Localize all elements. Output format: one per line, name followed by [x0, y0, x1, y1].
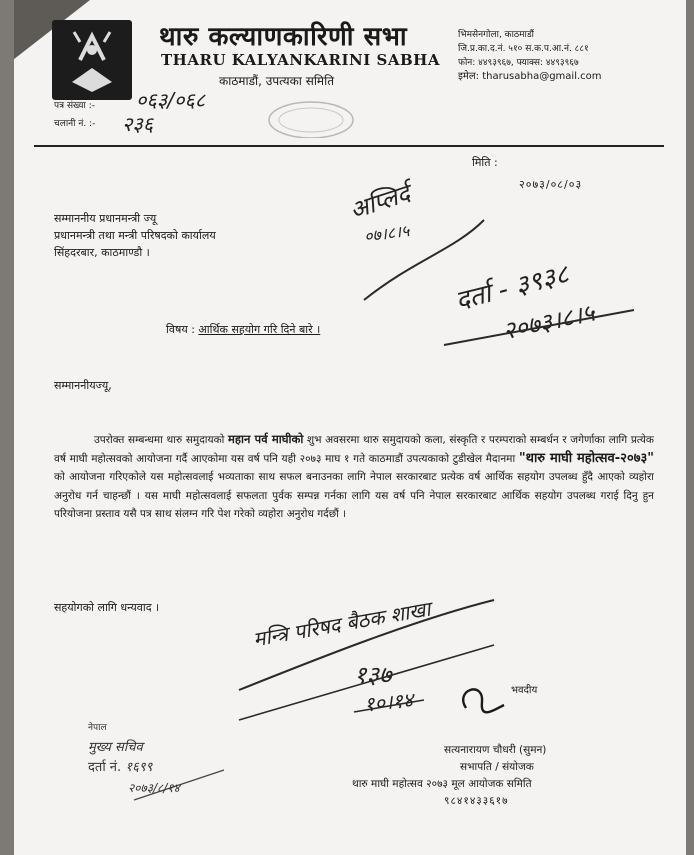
handwritten-dispatch-date: २०७३।८।५ [500, 298, 598, 346]
salutation: सम्माननीयज्यू, [54, 379, 112, 392]
signer-name: सत्यनारायण चौधरी (सुमन) [444, 744, 547, 756]
subject-text: आर्थिक सहयोग गरि दिने बारे । [198, 323, 321, 336]
organization-name-english: THARU KALYANKARINI SABHA [161, 51, 440, 69]
body-part-2: शुभ अवसरमा थारु समुदायको कला, संस्कृति र परम्पराको सम्बर्धन र जगेर्णाका लागि प्रत्येक वर्ष माघी महोत्सवको आयोजना गर्दै आएकोमा यस वर्ष पनि यही २०७३ माघ १ गते काठमाडौं उपत्यकाको टुडीखेल मैदानमा [54, 434, 654, 465]
recipient-line-1: सम्माननीय प्रधानमन्त्री ज्यू [54, 212, 157, 225]
bottom-registration-stamp [88, 718, 180, 798]
dispatch-number-handwritten: २३६ [122, 112, 154, 136]
bottom-reg-label: मुख्य सचिव [88, 740, 143, 755]
body-part-1: उपरोक्त सम्बन्धमा थारु समुदायको [94, 434, 225, 446]
handwritten-note-top: अप्लिर्द [346, 179, 414, 225]
signer-phone: ९८४१४३३६१७ [444, 795, 509, 807]
recipient-line-3: सिंहदरबार, काठमाण्डौ । [54, 246, 150, 259]
organization-subtitle: काठमाडौं, उपत्यका समिति [219, 74, 335, 88]
bottom-reg-no-label: दर्ता नं. [88, 760, 122, 775]
handwritten-council-date: १०।१४ [362, 687, 415, 717]
letter-number-handwritten: ०६३/०६८ [136, 88, 206, 112]
subject-label: विषय : [166, 323, 195, 336]
handwritten-note-top-date: ०७।८।५ [362, 220, 411, 247]
contact-email: इमेल: tharusabha@gmail.com [458, 71, 602, 82]
body-bold-festival: महान पर्व माघीको [228, 432, 304, 446]
recipient-line-2: प्रधानमन्त्री तथा मन्त्री परिषदको कार्यालय [54, 229, 216, 242]
signer-committee: थारु माघी महोत्सव २०७३ मूल आयोजक समिति [352, 778, 532, 790]
handwritten-council-code: १३७ [354, 661, 392, 689]
bottom-date: २०७३/८/१४ [128, 781, 180, 795]
organization-name-nepali: थारु कल्याणकारिणी सभा [159, 22, 408, 52]
body-part-3: को आयोजना गरिएकोले यस महोत्सवलाई भव्यताका साथ सफल बनाउनका लागि नेपाल सरकारबाट प्रत्येक वर्ष आर्थिक सहयोग उपलब्ध हुँदै आएको व्यहोरा अनुरोध गर्न चाहन्छौं । यस माघी महोत्सवलाई सफलता पुर्वक सम्पन्न गर्नका लागि यस वर्ष पनि नेपाल सरकारबाट आर्थिक सहयोग उपलब्ध गराई दिनु हुन परियोजना प्रस्ताव यसै पत्र साथ संलग्न गरि पेश गरेको व्यहोरा अनुरोध गर्दछौं । [54, 471, 654, 520]
signature-stroke [463, 689, 504, 712]
dispatch-number-label: चलानी नं. :- [54, 119, 96, 129]
contact-registration: जि.प्र.का.द.नं. ५१० स.क.प.आ.नं. ८८१ [458, 44, 589, 54]
signature-block [352, 742, 547, 810]
letter-number-label: पत्र संख्या :- [54, 101, 95, 111]
date-label: मिति : [472, 156, 498, 169]
bottom-office: नेपाल [88, 723, 107, 733]
date-value: २०७३/०८/०३ [519, 178, 583, 191]
yours-faithfully: भवदीय [511, 685, 538, 696]
handwritten-council-note: मन्त्रि परिषद बैठक शाखा [251, 596, 433, 652]
contact-phone: फोन: ४४९३९६७, फ्याक्स: ४४९३९६७ [458, 58, 579, 68]
body-bold-event-name: "थारु माघी महोत्सव-२०७३" [518, 450, 654, 466]
signer-role: सभापति / संयोजक [460, 761, 534, 773]
bottom-reg-no-value: १६९९ [125, 760, 153, 775]
contact-address: भिमसेनगोला, काठमाडौं [458, 30, 535, 40]
closing-thanks: सहयोगको लागि धन्यवाद । [54, 601, 160, 614]
handwritten-dispatch: दर्ता - ३९३८ [452, 259, 572, 317]
bottom-reg-no [88, 758, 180, 778]
letter-sheet [14, 0, 686, 855]
